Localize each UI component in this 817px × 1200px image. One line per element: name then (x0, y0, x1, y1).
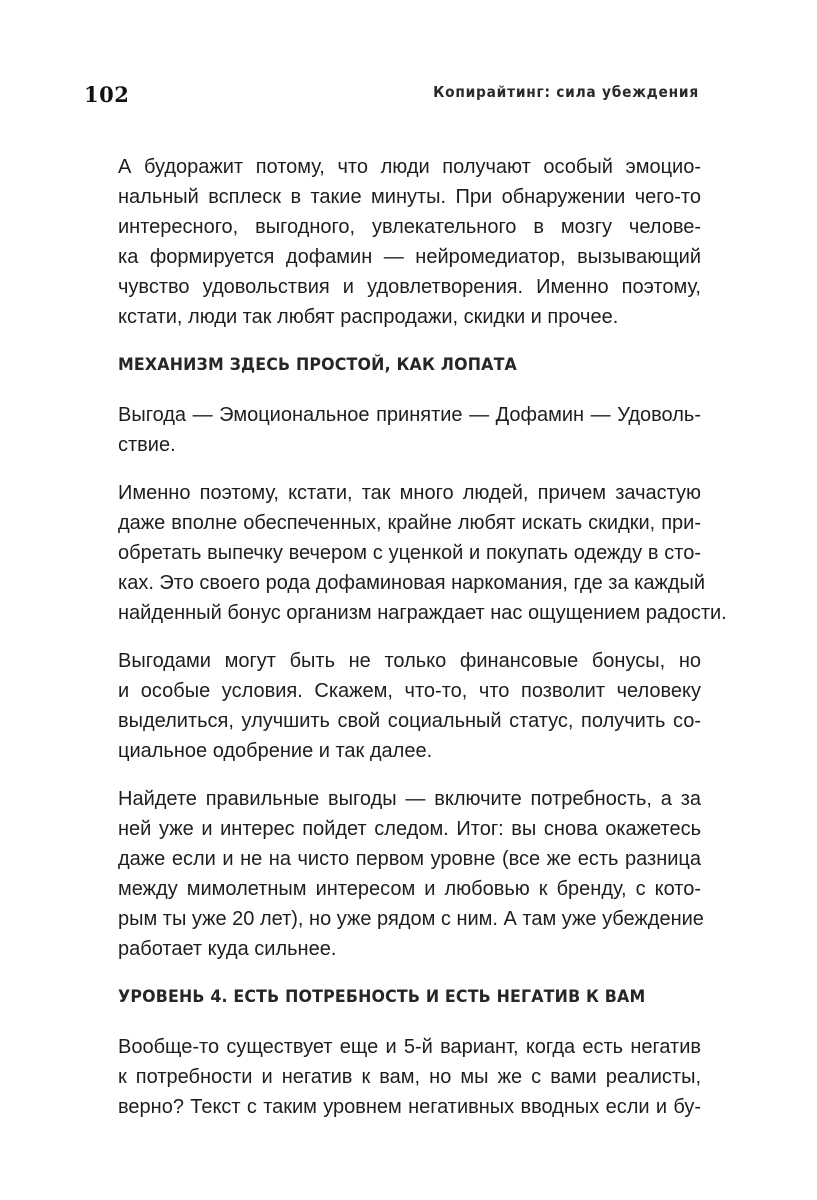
text-line: найденный бонус организм награждает нас ощущением радости. (118, 602, 727, 624)
text-line: интересного, выгодного, увлекательного в мозгу челове- (118, 216, 701, 238)
paragraph (118, 478, 727, 628)
text-line: Вообще-то существует еще и 5-й вариант, когда есть негатив (118, 1036, 701, 1058)
text-line: Найдете правильные выгоды — включите потребность, а за (118, 788, 701, 810)
text-line: к потребности и негатив к вам, но мы же с вами реалисты, (118, 1066, 701, 1088)
paragraph (118, 784, 704, 964)
text-line: циальное одобрение и так далее. (118, 740, 433, 762)
text-line: даже вполне обеспеченных, крайне любят искать скидки, при- (118, 512, 701, 534)
text-line: ней уже и интерес пойдет следом. Итог: вы снова окажетесь (118, 818, 701, 840)
paragraph (118, 400, 701, 460)
section-heading: МЕХАНИЗМ ЗДЕСЬ ПРОСТОЙ, КАК ЛОПАТА (118, 355, 517, 375)
text-line: А будоражит потому, что люди получают особый эмоцио- (118, 156, 701, 178)
text-line: ках. Это своего рода дофаминовая наркомания, где за каждый (118, 572, 706, 594)
text-line: обретать выпечку вечером с уценкой и покупать одежду в сто- (118, 542, 701, 564)
paragraph (118, 152, 701, 332)
text-line: ствие. (118, 434, 176, 456)
text-line: верно? Текст с таким уровнем негативных вводных если и бу- (118, 1096, 701, 1118)
text-line: даже если и не на чисто первом уровне (все же есть разница (118, 848, 701, 870)
text-line: ка формируется дофамин — нейромедиатор, вызывающий (118, 246, 701, 268)
text-line: чувство удовольствия и удовлетворения. Именно поэтому, (118, 276, 701, 298)
text-line: рым ты уже 20 лет), но уже рядом с ним. А там уже убеждение (118, 908, 704, 930)
text-line: нальный всплеск в такие минуты. При обнаружении чего-то (118, 186, 701, 208)
text-line: Выгодами могут быть не только финансовые бонусы, но (118, 650, 701, 672)
text-line: Именно поэтому, кстати, так много людей, причем зачастую (118, 482, 701, 504)
paragraph (118, 646, 701, 766)
text-line: Выгода — Эмоциональное принятие — Дофамин — Удоволь- (118, 404, 701, 426)
text-line: между мимолетным интересом и любовью к бренду, с кото- (118, 878, 701, 900)
page-body (118, 152, 727, 1140)
running-head: Копирайтинг: сила убеждения (433, 83, 699, 101)
paragraph (118, 1032, 701, 1122)
text-line: выделиться, улучшить свой социальный статус, получить со- (118, 710, 701, 732)
text-line: кстати, люди так любят распродажи, скидки и прочее. (118, 306, 619, 328)
text-line: работает куда сильнее. (118, 938, 337, 960)
text-line: и особые условия. Скажем, что-то, что позволит человеку (118, 680, 701, 702)
page-number: 102 (84, 82, 130, 107)
section-heading: УРОВЕНЬ 4. ЕСТЬ ПОТРЕБНОСТЬ И ЕСТЬ НЕГАТИВ К ВАМ (118, 987, 646, 1007)
